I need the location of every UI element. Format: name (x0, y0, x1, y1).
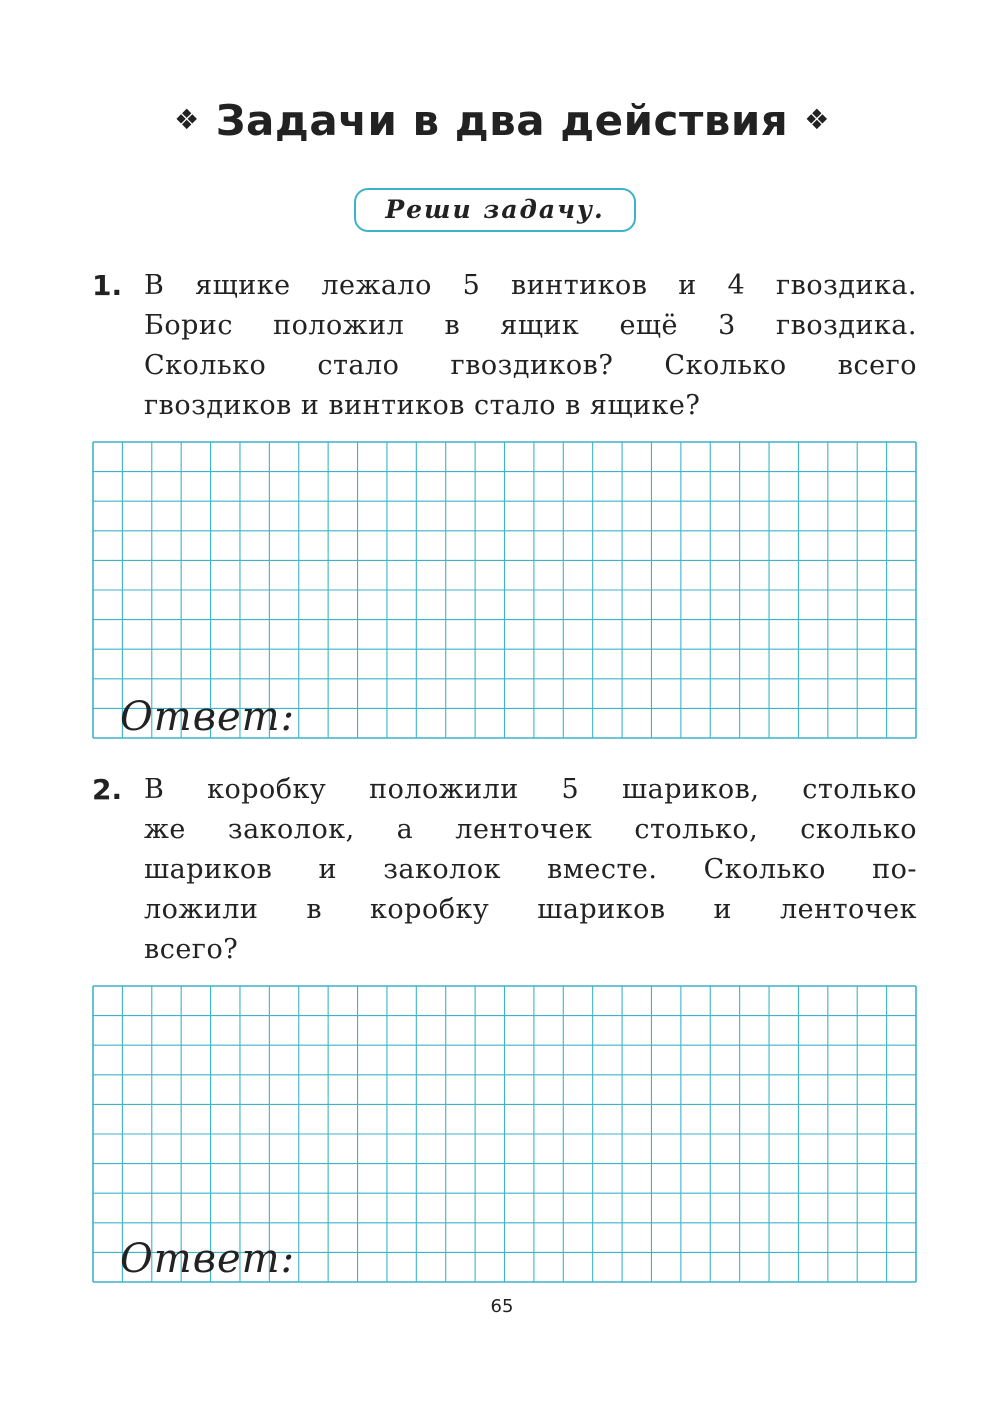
task-number: 2. (92, 773, 123, 806)
task-text-line: гвоздиков и винтиков стало в ящике? (144, 390, 701, 421)
page-title (0, 96, 1004, 145)
task-text-line: В ящике лежало 5 винтиков и 4 гвоздика. (144, 270, 917, 301)
task-text-line: же заколок, а ленточек столько, сколько (144, 814, 917, 845)
answer-label: Ответ: (120, 1236, 296, 1282)
task-2 (92, 770, 917, 970)
task-1 (92, 266, 917, 426)
task-text-line: В коробку положили 5 шариков, столько (144, 774, 917, 805)
task-text-line: Сколько стало гвоздиков? Сколько всего (144, 350, 917, 381)
task-number: 1. (92, 269, 123, 302)
task-text-line: шариков и заколок вместе. Сколько по- (144, 854, 917, 885)
task-text-line: всего? (144, 934, 239, 965)
diamond-ornament-icon: ❖ (804, 103, 830, 136)
task-text-line: Борис положил в ящик ещё 3 гвоздика. (144, 310, 917, 341)
diamond-ornament-icon: ❖ (174, 103, 200, 136)
task-text-line: ложили в коробку шариков и ленточек (144, 894, 917, 925)
page-title-text: Задачи в два действия (215, 96, 789, 145)
instruction-badge: Реши задачу. (354, 188, 636, 232)
answer-label: Ответ: (120, 694, 296, 740)
page-number: 65 (490, 1296, 514, 1317)
